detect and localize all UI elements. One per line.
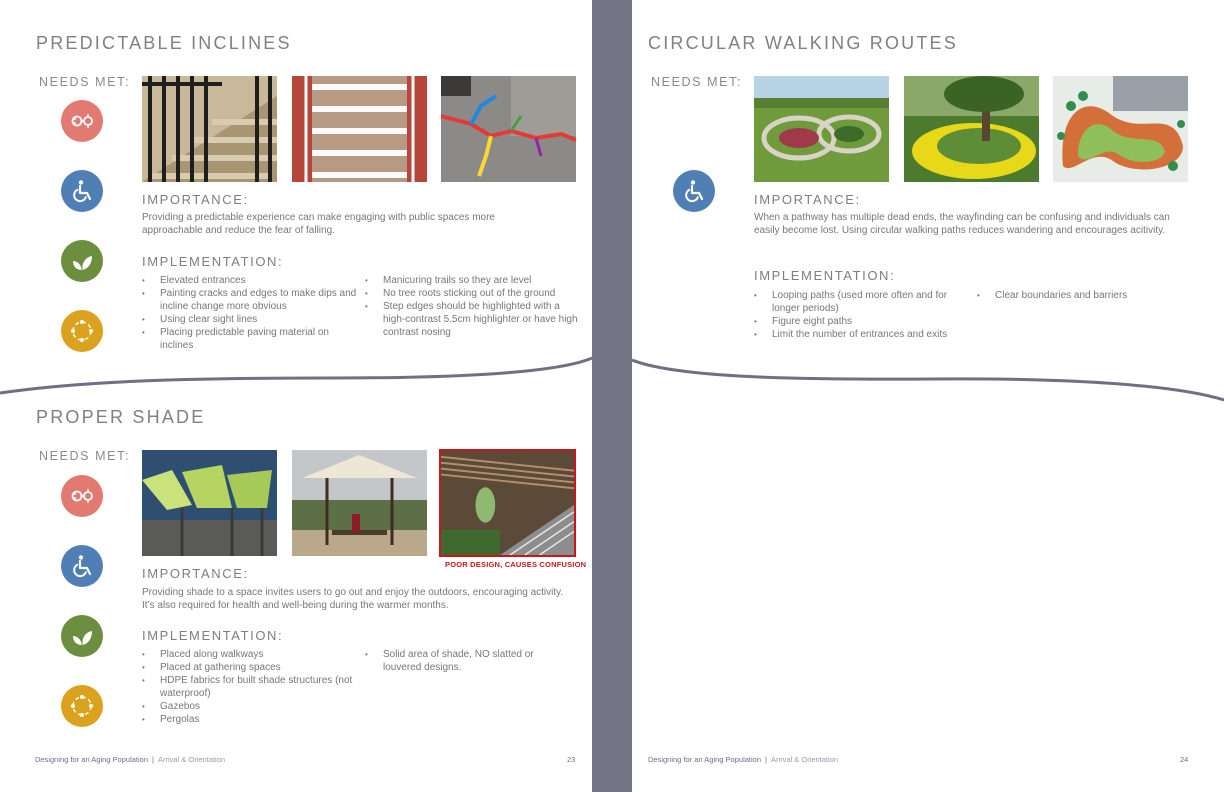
photo-painted-steps <box>292 76 427 182</box>
wheelchair-icon <box>61 170 103 212</box>
left-page <box>0 0 592 792</box>
people-circle-icon <box>61 310 103 352</box>
needs-met-label: NEEDS MET: <box>651 75 743 89</box>
page-number: 24 <box>1180 755 1189 764</box>
footer-chapter: Arrival & Orientation <box>157 755 226 764</box>
footer-book-title: Designing for an Aging Population <box>35 755 148 764</box>
footer-chapter: Arrival & Orientation <box>770 755 839 764</box>
implementation-heading: IMPLEMENTATION: <box>142 628 284 643</box>
section-title-predictable-inclines: PREDICTABLE INCLINES <box>36 33 292 53</box>
footer <box>648 755 838 764</box>
implementation-heading: IMPLEMENTATION: <box>142 254 284 269</box>
footer <box>35 755 225 764</box>
importance-heading: IMPORTANCE: <box>754 192 861 207</box>
implementation-list-item: • No tree roots sticking out of the ground <box>365 287 580 300</box>
poor-design-caption: POOR DESIGN, CAUSES CONFUSION <box>445 560 587 569</box>
importance-heading: IMPORTANCE: <box>142 192 249 207</box>
leaf-icon <box>61 615 103 657</box>
photo-shade-umbrella <box>292 450 427 556</box>
importance-text: Providing a predictable experience can make engaging with public spaces more approachable and reduce the fear of falling. <box>142 212 495 236</box>
implementation-list-item: • Clear boundaries and barriers <box>977 289 1177 302</box>
implementation-list-col2 <box>365 274 580 339</box>
wheelchair-icon <box>61 545 103 587</box>
implementation-list-item: • Placing predictable paving material on inclines <box>142 326 357 352</box>
footer-separator: | <box>765 755 767 764</box>
social-plug-icon <box>61 100 103 142</box>
implementation-list-item: • Solid area of shade, NO slatted or louvered designs. <box>365 648 565 674</box>
implementation-list-item: • Looping paths (used more often and for longer periods) <box>754 289 954 315</box>
implementation-list-item: • Painting cracks and edges to make dips and incline change more obvious <box>142 287 357 313</box>
footer-separator: | <box>152 755 154 764</box>
needs-met-label: NEEDS MET: <box>39 449 131 463</box>
social-plug-icon <box>61 475 103 517</box>
section-title-proper-shade: PROPER SHADE <box>36 407 206 427</box>
implementation-list-item: • HDPE fabrics for built shade structures (not waterproof) <box>142 674 357 700</box>
leaf-icon <box>61 240 103 282</box>
photo-fabric-canopy <box>142 450 277 556</box>
photo-walking-route-plan <box>1053 76 1188 182</box>
wheelchair-icon <box>673 170 715 212</box>
importance-heading: IMPORTANCE: <box>142 566 249 581</box>
right-page <box>632 0 1224 792</box>
implementation-list-item: • Step edges should be highlighted with a high-contrast 5.5cm highlighter or have high contrast nosing <box>365 300 580 339</box>
implementation-list-item: • Placed at gathering spaces <box>142 661 357 674</box>
needs-met-label: NEEDS MET: <box>39 75 131 89</box>
photo-slatted-pergola <box>439 449 576 557</box>
implementation-list-item: • Manicuring trails so they are level <box>365 274 580 287</box>
photo-painted-cracks <box>441 76 576 182</box>
implementation-list-item: • Placed along walkways <box>142 648 357 661</box>
people-circle-icon <box>61 685 103 727</box>
implementation-heading: IMPLEMENTATION: <box>754 268 896 283</box>
implementation-list-item: • Limit the number of entrances and exits <box>754 328 954 341</box>
implementation-list-col1 <box>142 274 357 352</box>
implementation-list-col1 <box>754 289 954 341</box>
importance-text: When a pathway has multiple dead ends, the wayfinding can be confusing and individuals can easily become lost. Using circular walking paths reduces wandering and encourages acitivity. <box>754 212 1170 236</box>
implementation-list-item: • Pergolas <box>142 713 357 726</box>
photo-figure-eight-garden <box>754 76 889 182</box>
implementation-list-item: • Elevated entrances <box>142 274 357 287</box>
implementation-list-col1 <box>142 648 357 726</box>
page-gutter <box>592 0 632 792</box>
importance-text: Providing shade to a space invites users to go out and enjoy the outdoors, encouraging activity. It’s also required for health and well-being during the warmer months. <box>142 587 564 611</box>
photo-yellow-loop-path <box>904 76 1039 182</box>
page-number: 23 <box>567 755 576 764</box>
implementation-list-col2 <box>977 289 1177 302</box>
implementation-list-col2 <box>365 648 565 674</box>
implementation-list-item: • Gazebos <box>142 700 357 713</box>
section-title-circular-walking-routes: CIRCULAR WALKING ROUTES <box>648 33 958 53</box>
photo-stair-railing <box>142 76 277 182</box>
footer-book-title: Designing for an Aging Population <box>648 755 761 764</box>
implementation-list-item: • Using clear sight lines <box>142 313 357 326</box>
wave-divider <box>632 0 1224 420</box>
implementation-list-item: • Figure eight paths <box>754 315 954 328</box>
